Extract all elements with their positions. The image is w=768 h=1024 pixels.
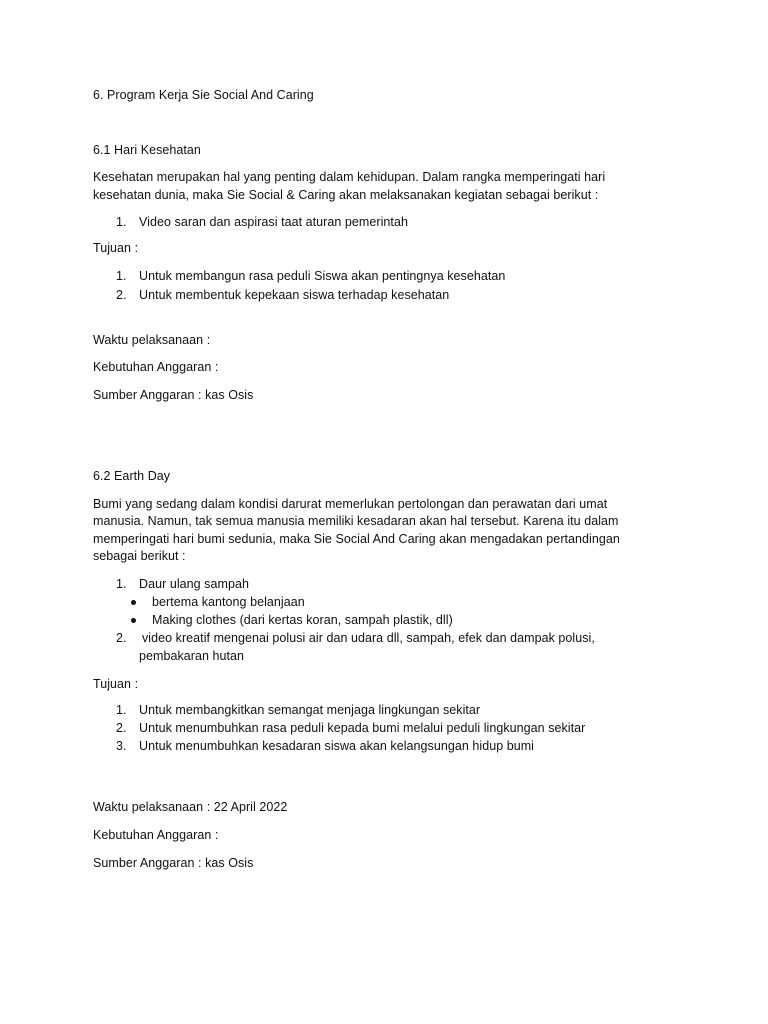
list-item: Untuk membangkitkan semangat menjaga lingkungan sekitar xyxy=(139,703,481,717)
list-item: Untuk menumbuhkan rasa peduli kepada bumi melalui peduli lingkungan sekitar xyxy=(139,721,586,735)
waktu-pelaksanaan: Waktu pelaksanaan : 22 April 2022 xyxy=(93,800,288,814)
tujuan-label: Tujuan : xyxy=(93,677,139,691)
sub-list-item: bertema kantong belanjaan xyxy=(152,595,305,609)
tujuan-label: Tujuan : xyxy=(93,241,139,255)
bullet-icon xyxy=(131,618,136,623)
list-item: Untuk menumbuhkan kesadaran siswa akan kelangsungan hidup bumi xyxy=(139,739,535,753)
list-item: Video saran dan aspirasi taat aturan pemerintah xyxy=(139,215,408,229)
bullet-icon xyxy=(131,600,136,605)
section-title-hari-kesehatan: 6.1 Hari Kesehatan xyxy=(93,143,201,157)
list-number: 1. xyxy=(116,577,127,591)
list-number: 1. xyxy=(116,703,127,717)
sumber-anggaran: Sumber Anggaran : kas Osis xyxy=(93,856,254,870)
list-number: 1. xyxy=(116,269,127,283)
list-number: 1. xyxy=(116,215,127,229)
paragraph-line: Bumi yang sedang dalam kondisi darurat memerlukan pertolongan dan perawatan dari umat xyxy=(93,497,608,511)
list-number: 2. xyxy=(116,288,127,302)
list-number: 2. xyxy=(116,721,127,735)
list-item: Daur ulang sampah xyxy=(139,577,249,591)
list-item: Untuk membangun rasa peduli Siswa akan pentingnya kesehatan xyxy=(139,269,506,283)
waktu-pelaksanaan: Waktu pelaksanaan : xyxy=(93,333,211,347)
paragraph-line: Kesehatan merupakan hal yang penting dalam kehidupan. Dalam rangka memperingati hari xyxy=(93,170,606,184)
list-number: 2. xyxy=(116,631,127,645)
paragraph-line: memperingati hari bumi sedunia, maka Sie Social And Caring akan mengadakan pertandingan xyxy=(93,532,620,546)
paragraph-line: kesehatan dunia, maka Sie Social & Caring akan melaksanakan kegiatan sebagai berikut : xyxy=(93,188,599,202)
sumber-anggaran: Sumber Anggaran : kas Osis xyxy=(93,388,254,402)
list-item: Untuk membentuk kepekaan siswa terhadap kesehatan xyxy=(139,288,450,302)
sub-list-item: Making clothes (dari kertas koran, sampah plastik, dll) xyxy=(152,613,453,627)
kebutuhan-anggaran: Kebutuhan Anggaran : xyxy=(93,828,219,842)
document-heading: 6. Program Kerja Sie Social And Caring xyxy=(93,88,314,102)
paragraph-line: sebagai berikut : xyxy=(93,549,186,563)
section-title-earth-day: 6.2 Earth Day xyxy=(93,469,171,483)
paragraph-line: manusia. Namun, tak semua manusia memiliki kesadaran akan hal tersebut. Karena itu dalam xyxy=(93,514,619,528)
kebutuhan-anggaran: Kebutuhan Anggaran : xyxy=(93,360,219,374)
list-number: 3. xyxy=(116,739,127,753)
list-item-continuation: pembakaran hutan xyxy=(139,649,245,663)
list-item: video kreatif mengenai polusi air dan udara dll, sampah, efek dan dampak polusi, xyxy=(142,631,595,645)
